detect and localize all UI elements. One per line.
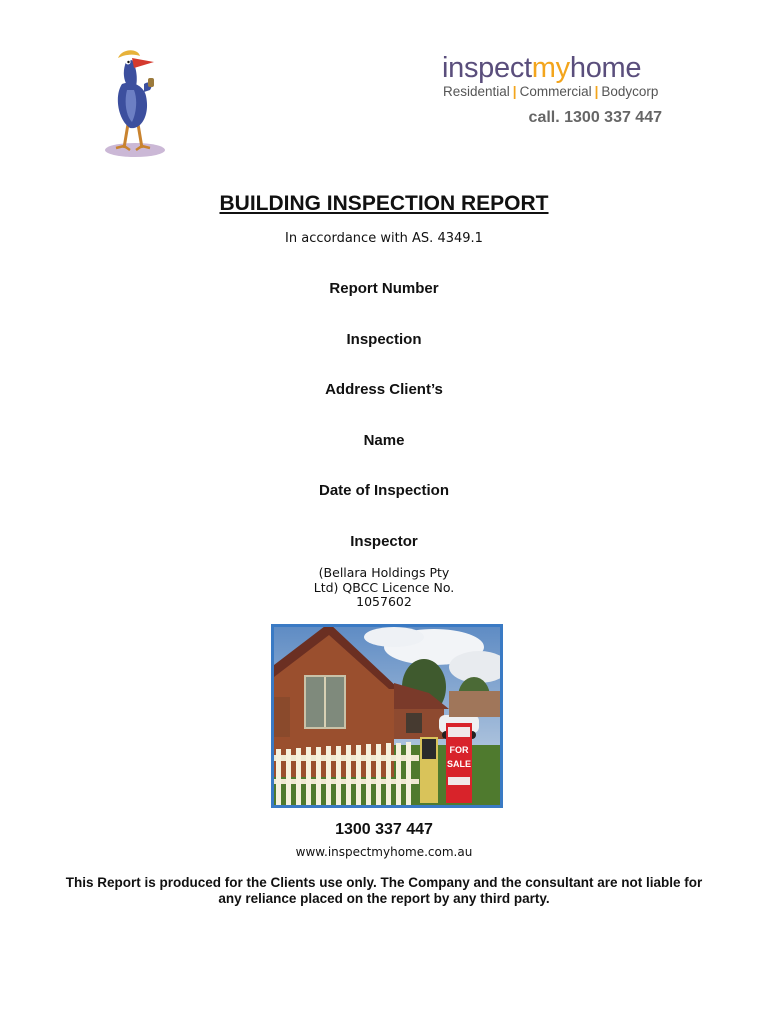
sign-text-sale: SALE bbox=[446, 759, 472, 769]
label-address-client: Address Client’s bbox=[325, 381, 443, 398]
label-report-number: Report Number bbox=[329, 280, 439, 297]
logo-wordmark: inspectmyhome bbox=[442, 52, 642, 84]
contact-phone: 1300 337 447 bbox=[335, 821, 433, 838]
label-name: Name bbox=[363, 432, 405, 449]
label-date-of-inspection: Date of Inspection bbox=[318, 482, 449, 499]
label-inspector: Inspector bbox=[350, 533, 418, 550]
logo-call-number: call. 1300 337 447 bbox=[528, 109, 662, 126]
report-standard: In accordance with AS. 4349.1 bbox=[285, 231, 483, 246]
company-logo bbox=[440, 52, 664, 132]
sign-text-for: FOR bbox=[449, 745, 469, 755]
page-title: BUILDING INSPECTION REPORT bbox=[219, 192, 549, 215]
logo-tagline: Residential | Commercial | Bodycorp bbox=[443, 84, 659, 99]
contact-website: www.inspectmyhome.com.au bbox=[295, 845, 473, 859]
label-inspection: Inspection bbox=[346, 331, 422, 348]
property-photo bbox=[271, 624, 503, 808]
inspector-details: (Bellara Holdings Pty Ltd) QBCC Licence No. 1057602 bbox=[313, 565, 455, 609]
disclaimer: This Report is produced for the Clients use only. The Company and the consultant are not liable for any reliance placed on the report by any third party. bbox=[65, 875, 703, 906]
mascot-logo bbox=[100, 44, 170, 162]
